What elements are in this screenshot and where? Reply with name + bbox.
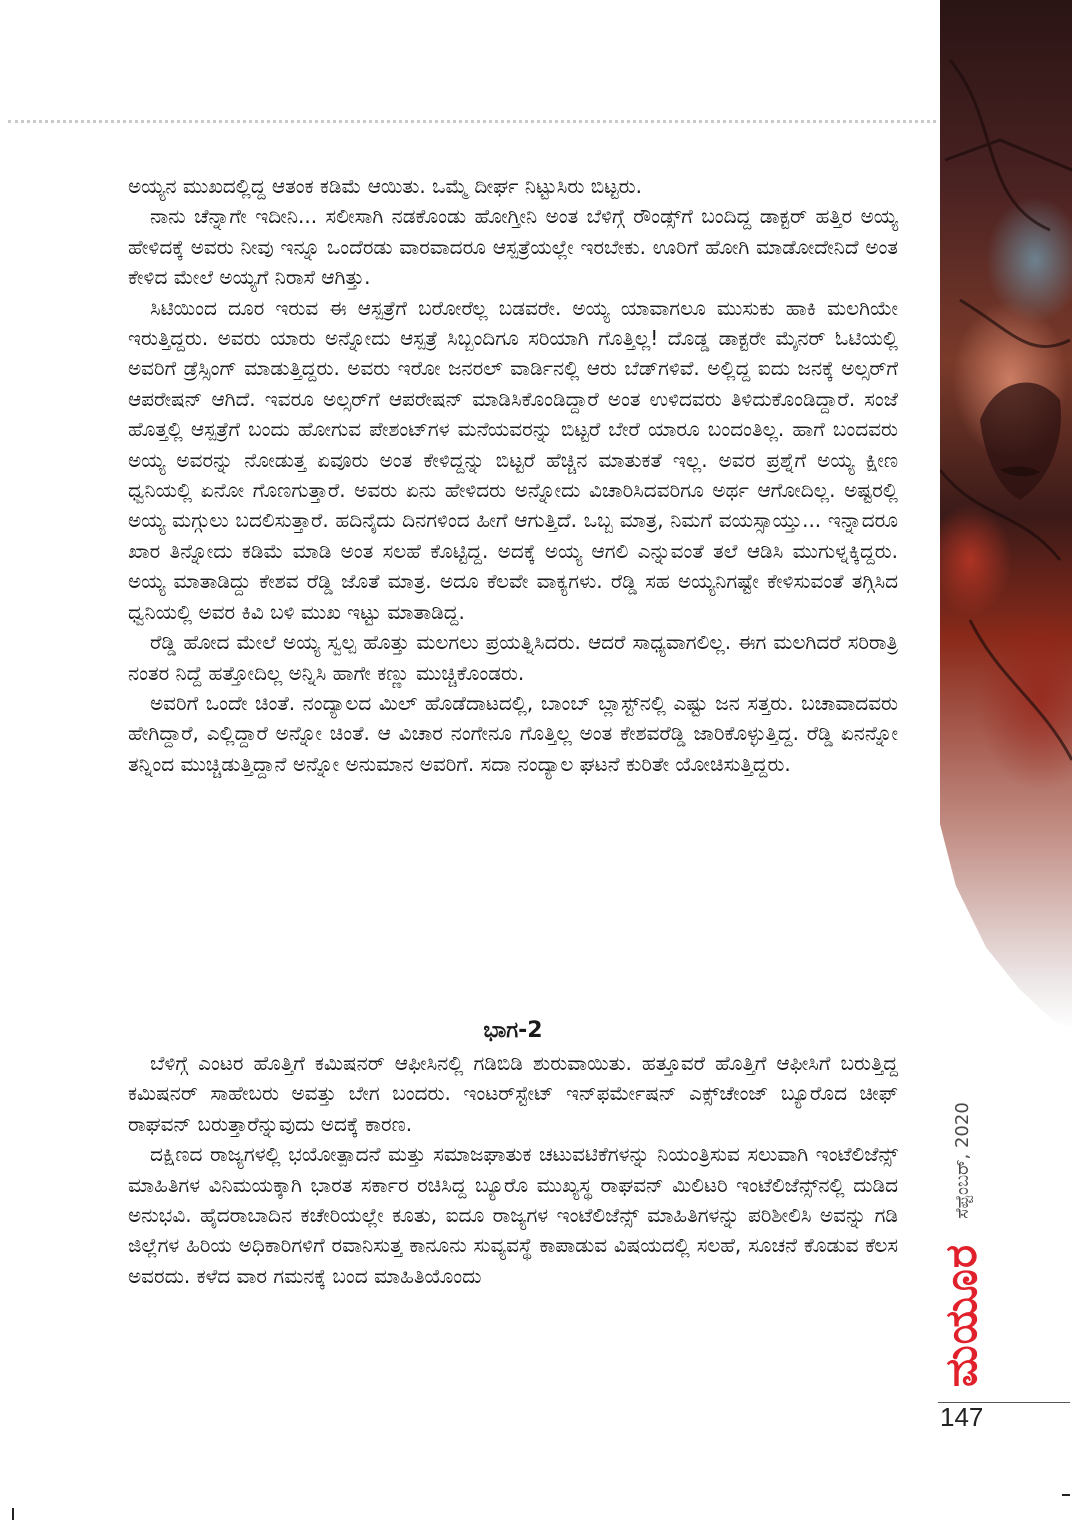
- section-heading: ಭಾಗ-2: [483, 1018, 543, 1043]
- crop-mark: [12, 1508, 14, 1520]
- page-number: 147: [940, 1402, 984, 1432]
- issue-date-text: ಸೆಪ್ಟೆಂಬರ್, 2020: [951, 1101, 973, 1219]
- illustration-figure: [940, 0, 1072, 1030]
- crop-mark: [1062, 1494, 1070, 1496]
- magazine-logo: [932, 1235, 992, 1395]
- paragraph: ಅಯ್ಯನ ಮುಖದಲ್ಲಿದ್ದ ಆತಂಕ ಕಡಿಮೆ ಆಯಿತು. ಒಮ್ಮೆ ದೀರ್ಘ ನಿಟ್ಟುಸಿರು ಬಿಟ್ಟರು.: [128, 174, 642, 198]
- magazine-name-text: ಮಯೂರ: [936, 1243, 988, 1387]
- article-text-part-2: [128, 1048, 898, 1291]
- side-illustration: [940, 0, 1072, 1030]
- paragraph: ಸಿಟಿಯಿಂದ ದೂರ ಇರುವ ಈ ಆಸ್ಪತ್ರೆಗೆ ಬರೋರೆಲ್ಲ ಬಡವರೇ. ಅಯ್ಯ ಯಾವಾಗಲೂ ಮುಸುಕು ಹಾಕಿ ಮಲಗಿಯೇ ಇರುತ್ತಿದ್ದರು. ಅವರು ಯಾರು ಅನ್ನೋದು ಆಸ್ಪತ್ರೆ ಸಿಬ್ಬಂದಿಗೂ ಸರಿಯಾಗಿ ಗೊತ್ತಿಲ್ಲ! ದೊಡ್ಡ ಡಾಕ್ಟರೇ ಮೈನರ್ ಓಟಿಯಲ್ಲಿ ಅವರಿಗೆ ಡ್ರೆಸ್ಸಿಂಗ್ ಮಾಡುತ್ತಿದ್ದರು. ಅವರು ಇರೋ ಜನರಲ್ ವಾರ್ಡಿನಲ್ಲಿ ಆರು ಬೆಡ್‌ಗಳಿವೆ. ಅಲ್ಲಿದ್ದ ಐದು ಜನಕ್ಕೆ ಅಲ್ಸರ್‌ಗೆ ಆಪರೇಷನ್ ಆಗಿದೆ. ಇವರೂ ಅಲ್ಸರ್‌ಗೆ ಆಪರೇಷನ್ ಮಾಡಿಸಿಕೊಂಡಿದ್ದಾರೆ ಅಂತ ಉಳಿದವರು ತಿಳಿದುಕೊಂಡಿದ್ದಾರೆ. ಸಂಜೆ ಹೊತ್ತಲ್ಲಿ ಆಸ್ಪತ್ರೆಗೆ ಬಂದು ಹೋಗುವ ಪೇಶಂಟ್‌ಗಳ ಮನೆಯವರನ್ನು ಬಿಟ್ಟರೆ ಬೇರೆ ಯಾರೂ ಬಂದಂತಿಲ್ಲ. ಹಾಗೆ ಬಂದವರು ಅಯ್ಯ ಅವರನ್ನು ನೋಡುತ್ತ ಏವೂರು ಅಂತ ಕೇಳಿದ್ದನ್ನು ಬಿಟ್ಟರೆ ಹೆಚ್ಚಿನ ಮಾತುಕತೆ ಇಲ್ಲ. ಅವರ ಪ್ರಶ್ನೆಗೆ ಅಯ್ಯ ಕ್ಷೀಣ ಧ್ವನಿಯಲ್ಲಿ ಏನೋ ಗೊಣಗುತ್ತಾರೆ. ಅವರು ಏನು ಹೇಳಿದರು ಅನ್ನೋದು ವಿಚಾರಿಸಿದವರಿಗೂ ಅರ್ಥ ಆಗೋದಿಲ್ಲ. ಅಷ್ಟರಲ್ಲಿ ಅಯ್ಯ ಮಗ್ಗುಲು ಬದಲಿಸುತ್ತಾರೆ. ಹದಿನೈದು ದಿನಗಳಿಂದ ಹೀಗೆ ಆಗುತ್ತಿದೆ. ಒಬ್ಬ ಮಾತ್ರ, ನಿಮಗೆ ವಯಸ್ಸಾಯ್ತು... ಇನ್ನಾದರೂ ಖಾರ ತಿನ್ನೋದು ಕಡಿಮೆ ಮಾಡಿ ಅಂತ ಸಲಹೆ ಕೊಟ್ಟಿದ್ದ. ಅದಕ್ಕೆ ಅಯ್ಯ ಆಗಲಿ ಎನ್ನುವಂತೆ ತಲೆ ಆಡಿಸಿ ಮುಗುಳ್ನಕ್ಕಿದ್ದರು. ಅಯ್ಯ ಮಾತಾಡಿದ್ದು ಕೇಶವ ರೆಡ್ಡಿ ಜೊತೆ ಮಾತ್ರ. ಅದೂ ಕೆಲವೇ ವಾಕ್ಯಗಳು. ರೆಡ್ಡಿ ಸಹ ಅಯ್ಯನಿಗಷ್ಟೇ ಕೇಳಿಸುವಂತೆ ತಗ್ಗಿಸಿದ ಧ್ವನಿಯಲ್ಲಿ ಅವರ ಕಿವಿ ಬಳಿ ಮುಖ ಇಟ್ಟು ಮಾತಾಡಿದ್ದ.: [128, 295, 898, 624]
- paragraph: ರೆಡ್ಡಿ ಹೋದ ಮೇಲೆ ಅಯ್ಯ ಸ್ವಲ್ಪ ಹೊತ್ತು ಮಲಗಲು ಪ್ರಯತ್ನಿಸಿದರು. ಆದರೆ ಸಾಧ್ಯವಾಗಲಿಲ್ಲ. ಈಗ ಮಲಗಿದರೆ ಸರಿರಾತ್ರಿ ನಂತರ ನಿದ್ದೆ ಹತ್ತೋದಿಲ್ಲ ಅನ್ನಿಸಿ ಹಾಗೇ ಕಣ್ಣು ಮುಚ್ಚಿಕೊಂಡರು.: [128, 630, 898, 685]
- issue-date: [932, 1085, 992, 1235]
- paragraph: ಬೆಳಿಗ್ಗೆ ಎಂಟರ ಹೊತ್ತಿಗೆ ಕಮಿಷನರ್ ಆಫೀಸಿನಲ್ಲಿ ಗಡಿಬಿಡಿ ಶುರುವಾಯಿತು. ಹತ್ತೂವರೆ ಹೊತ್ತಿಗೆ ಆಫೀಸಿಗೆ ಬರುತ್ತಿದ್ದ ಕಮಿಷನರ್ ಸಾಹೇಬರು ಅವತ್ತು ಬೇಗ ಬಂದರು. ಇಂಟರ್‌ಸ್ಟೇಟ್ ಇನ್‌ಫರ್ಮೇಷನ್ ಎಕ್ಸ್‌ಚೇಂಜ್ ಬ್ಯೂರೊದ ಚೀಫ್ ರಾಘವನ್ ಬರುತ್ತಾರೆನ್ನುವುದು ಅದಕ್ಕೆ ಕಾರಣ.: [128, 1051, 898, 1136]
- paragraph: ಅವರಿಗೆ ಒಂದೇ ಚಿಂತೆ. ನಂದ್ಯಾಲದ ಮಿಲ್ ಹೊಡೆದಾಟದಲ್ಲಿ, ಬಾಂಬ್ ಬ್ಲಾಸ್ಟ್‌ನಲ್ಲಿ ಎಷ್ಟು ಜನ ಸತ್ತರು. ಬಚಾವಾದವರು ಹೇಗಿದ್ದಾರೆ, ಎಲ್ಲಿದ್ದಾರೆ ಅನ್ನೋ ಚಿಂತೆ. ಆ ವಿಚಾರ ನಂಗೇನೂ ಗೊತ್ತಿಲ್ಲ ಅಂತ ಕೇಶವರೆಡ್ಡಿ ಜಾರಿಕೊಳ್ಳುತ್ತಿದ್ದ. ರೆಡ್ಡಿ ಏನನ್ನೋ ತನ್ನಿಂದ ಮುಚ್ಚಿಡುತ್ತಿದ್ದಾನೆ ಅನ್ನೋ ಅನುಮಾನ ಅವರಿಗೆ. ಸದಾ ನಂದ್ಯಾಲ ಘಟನೆ ಕುರಿತೇ ಯೋಚಿಸುತ್ತಿದ್ದರು.: [128, 690, 898, 776]
- paragraph: ದಕ್ಷಿಣದ ರಾಜ್ಯಗಳಲ್ಲಿ ಭಯೋತ್ಪಾದನೆ ಮತ್ತು ಸಮಾಜಘಾತುಕ ಚಟುವಟಿಕೆಗಳನ್ನು ನಿಯಂತ್ರಿಸುವ ಸಲುವಾಗಿ ಇಂಟೆಲಿಜೆನ್ಸ್ ಮಾಹಿತಿಗಳ ವಿನಿಮಯಕ್ಕಾಗಿ ಭಾರತ ಸರ್ಕಾರ ರಚಿಸಿದ್ದ ಬ್ಯೂರೊ ಮುಖ್ಯಸ್ಥ ರಾಘವನ್ ಮಿಲಿಟರಿ ಇಂಟೆಲಿಜೆನ್ಸ್‌ನಲ್ಲಿ ದುಡಿದ ಅನುಭವಿ. ಹೈದರಾಬಾದಿನ ಕಚೇರಿಯಲ್ಲೇ ಕೂತು, ಐದೂ ರಾಜ್ಯಗಳ ಇಂಟೆಲಿಜೆನ್ಸ್ ಮಾಹಿತಿಗಳನ್ನು ಪರಿಶೀಲಿಸಿ ಅವನ್ನು ಗಡಿ ಜಿಲ್ಲೆಗಳ ಹಿರಿಯ ಅಧಿಕಾರಿಗಳಿಗೆ ರವಾನಿಸುತ್ತ ಕಾನೂನು ಸುವ್ಯವಸ್ಥೆ ಕಾಪಾಡುವ ವಿಷಯದಲ್ಲಿ ಸಲಹೆ, ಸೂಚನೆ ಕೊಡುವ ಕೆಲಸ ಅವರದು. ಕಳೆದ ವಾರ ಗಮನಕ್ಕೆ ಬಂದ ಮಾಹಿತಿಯೊಂದು: [128, 1142, 898, 1288]
- top-dotted-divider: [8, 120, 936, 123]
- paragraph: ನಾನು ಚೆನ್ನಾಗೇ ಇದೀನಿ... ಸಲೀಸಾಗಿ ನಡಕೊಂಡು ಹೋಗ್ತೀನಿ ಅಂತ ಬೆಳಿಗ್ಗೆ ರೌಂಡ್ಸ್‌ಗೆ ಬಂದಿದ್ದ ಡಾಕ್ಟರ್ ಹತ್ತಿರ ಅಯ್ಯ ಹೇಳಿದಕ್ಕೆ ಅವರು ನೀವು ಇನ್ನೂ ಒಂದೆರಡು ವಾರವಾದರೂ ಆಸ್ಪತ್ರೆಯಲ್ಲೇ ಇರಬೇಕು. ಊರಿಗೆ ಹೋಗಿ ಮಾಡೋದೇನಿದೆ ಅಂತ ಕೇಳಿದ ಮೇಲೆ ಅಯ್ಯಗೆ ನಿರಾಸೆ ಆಗಿತ್ತು.: [128, 204, 898, 290]
- article-text-part-1: [128, 171, 898, 779]
